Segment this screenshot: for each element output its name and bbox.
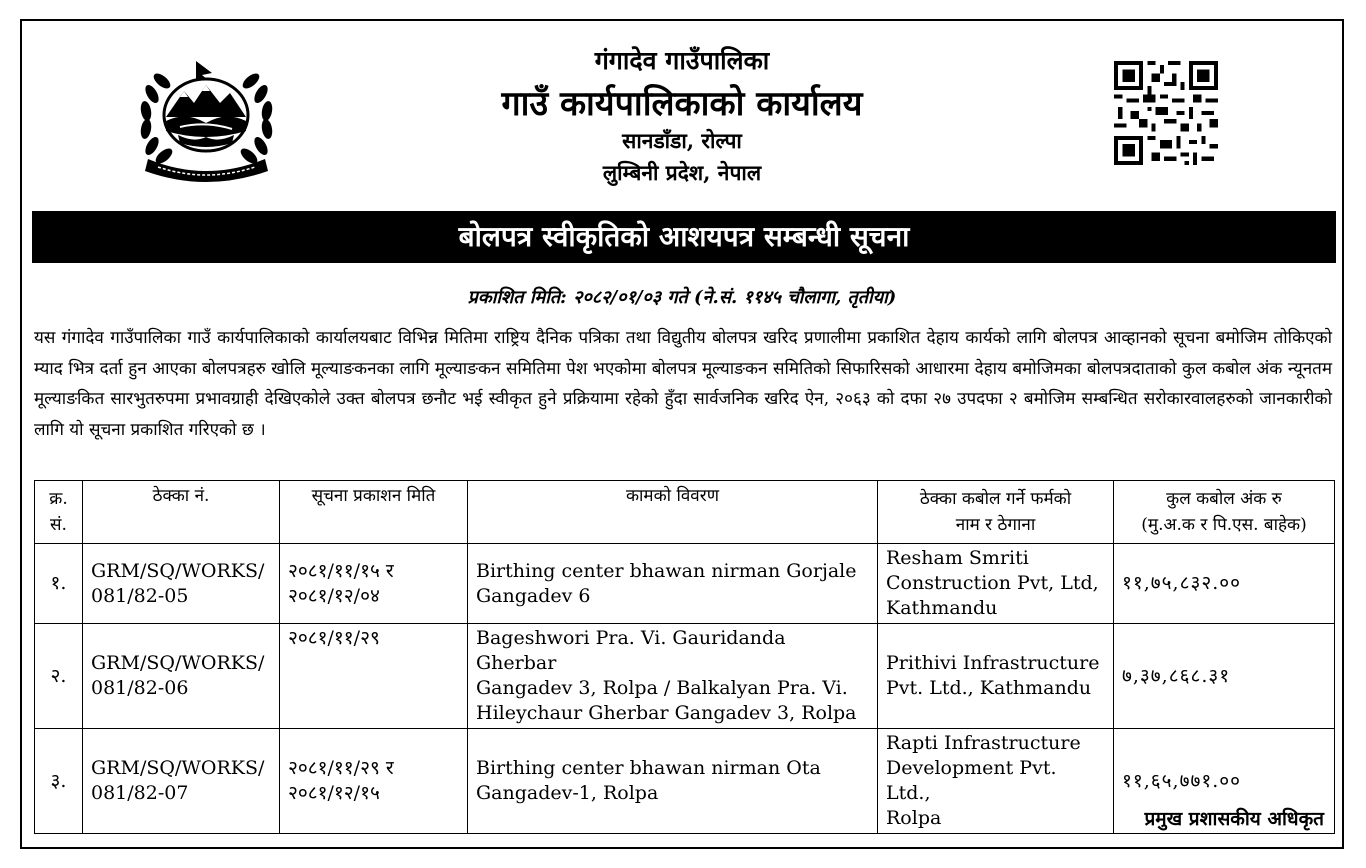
published-date: प्रकाशित मिति: २०८२/०१/०३ गते (ने.सं. ११४५ चौलागा, तृतीया)	[467, 287, 897, 308]
row-firm: Prithivi Infrastructure Pvt. Ltd., Kathmandu	[878, 624, 1114, 729]
header-amount: कुल कबोल अंक रु (मु.अ.क र पि.एस. बाहेक)	[1114, 481, 1335, 544]
row-contract-no: GRM/SQ/WORKS/ 081/82-07	[83, 729, 280, 834]
row-notice-date: २०८१/११/२९ र २०८१/१२/१५	[280, 729, 468, 834]
notice-title: बोलपत्र स्वीकृतिको आशयपत्र सम्बन्धी सूचना	[32, 211, 1336, 263]
municipality-name: गंगादेव गाउँपालिका	[594, 46, 770, 75]
notice-page	[20, 19, 1344, 849]
office-location: सानडाँडा, रोल्पा	[622, 128, 742, 153]
row-notice-date: २०८१/११/१५ र २०८१/१२/०४	[280, 544, 468, 624]
row-amount: ११,६५,७७१.००	[1114, 729, 1335, 834]
row-amount: ७,३७,८६८.३१	[1114, 624, 1335, 729]
header-firm: ठेक्का कबोल गर्ने फर्मको नाम र ठेगाना	[878, 481, 1114, 544]
office-name: गाउँ कार्यपालिकाको कार्यालय	[501, 84, 863, 124]
signature-title: प्रमुख प्रशासकीय अधिकृत	[1144, 808, 1324, 830]
row-contract-no: GRM/SQ/WORKS/ 081/82-06	[83, 624, 280, 729]
row-contract-no: GRM/SQ/WORKS/ 081/82-05	[83, 544, 280, 624]
row-amount: ११,७५,८३२.००	[1114, 544, 1335, 624]
row-description: Bageshwori Pra. Vi. Gauridanda Gherbar Gangadev 3, Rolpa / Balkalyan Pra. Vi. Hileychaur Gherbar Gangadev 3, Rolpa	[468, 624, 878, 729]
row-sn: ३.	[35, 729, 83, 834]
table-row	[35, 544, 1335, 624]
row-description: Birthing center bhawan nirman Ota Gangadev-1, Rolpa	[468, 729, 878, 834]
row-firm: Rapti Infrastructure Development Pvt. Ltd., Rolpa	[878, 729, 1114, 834]
bid-table	[34, 480, 1335, 834]
row-description: Birthing center bhawan nirman Gorjale Gangadev 6	[468, 544, 878, 624]
row-sn: १.	[35, 544, 83, 624]
header-sn: क्र. सं.	[35, 481, 83, 544]
office-province: लुम्बिनी प्रदेश, नेपाल	[602, 160, 762, 185]
notice-body: यस गंगादेव गाउँपालिका गाउँ कार्यपालिकाको कार्यालयबाट विभिन्न मितिमा राष्ट्रिय दैनिक पत्रिका तथा विद्युतीय बोलपत्र खरिद प्रणालीमा प्रकाशित देहाय कार्यको लागि बोलपत्र आव्हानको सूचना बमोजिम तोकिएको म्याद भित्र दर्ता हुन आएका बोलपत्रहरु खोलि मूल्याङकनका लागि मूल्याङकन समितिमा पेश भएकोमा बोलपत्र मूल्याङकन समितिको सिफारिसको आधारमा देहाय बमोजिमका बोलपत्रदाताको कुल कबोल अंक न्यूनतम मूल्याङकित सारभुतरुपमा प्रभावग्राही देखिएकोले उक्त बोलपत्र छनौट भई स्वीकृत हुने प्रक्रियामा रहेको हुँदा सार्वजनिक खरिद ऐन, २०६३ को दफा २७ उपदफा २ बमोजिम सम्बन्धित सरोकारवालहरुको जानकारीको लागि यो सूचना प्रकाशित गरिएको छ ।	[34, 328, 1332, 440]
row-sn: २.	[35, 624, 83, 729]
row-notice-date: २०८१/११/२९	[280, 624, 468, 729]
header-contract-no: ठेक्का नं.	[83, 481, 280, 544]
table-row	[35, 729, 1335, 834]
table-row	[35, 624, 1335, 729]
row-firm: Resham Smriti Construction Pvt, Ltd, Kathmandu	[878, 544, 1114, 624]
table-header-row	[35, 481, 1335, 544]
header-notice-date: सूचना प्रकाशन मिति	[280, 481, 468, 544]
header-description: कामको विवरण	[468, 481, 878, 544]
